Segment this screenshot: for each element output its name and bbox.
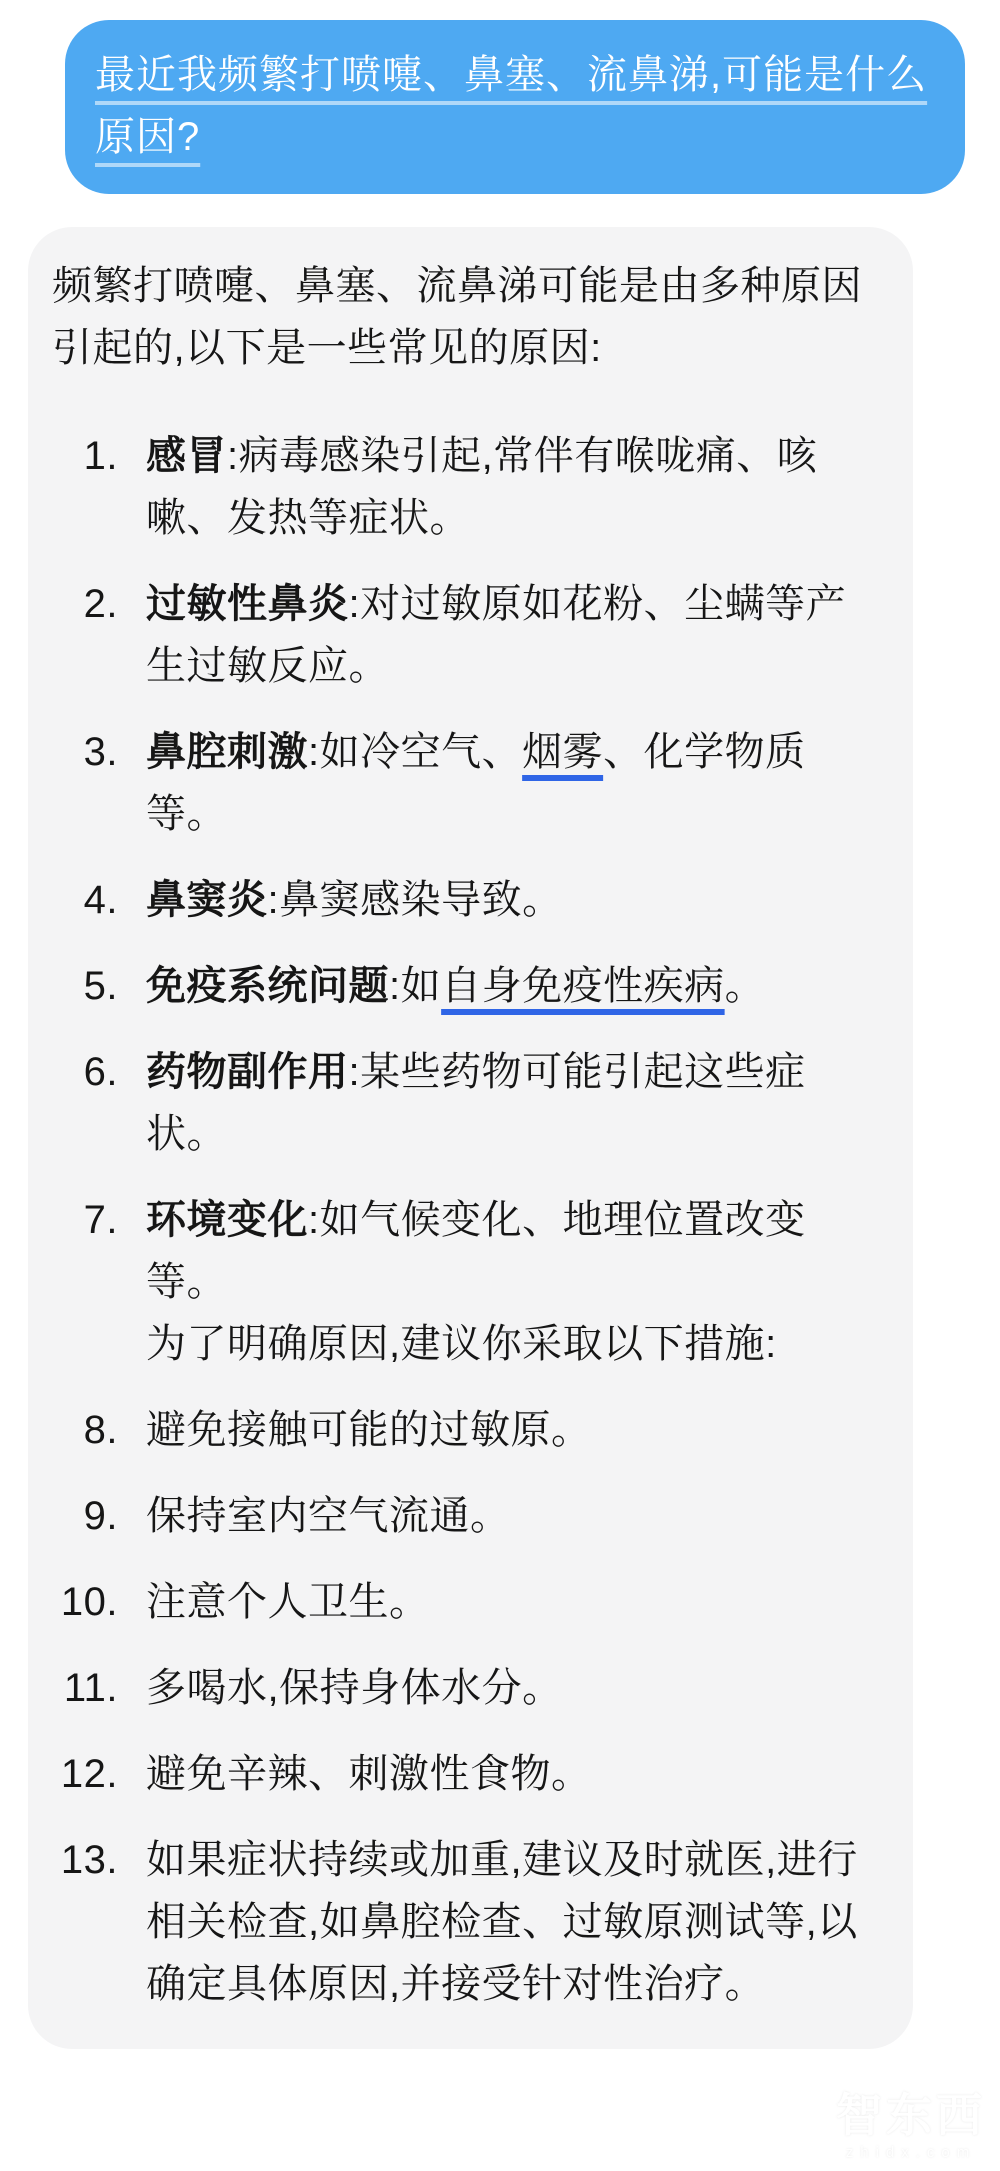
list-item-segment: 注意个人卫生。 xyxy=(146,1580,430,1624)
list-item xyxy=(52,1743,873,1805)
assistant-intro-text: 频繁打喷嚏、鼻塞、流鼻涕可能是由多种原因引起的,以下是一些常见的原因: xyxy=(52,264,862,370)
list-item-number: 2. xyxy=(83,582,118,626)
list-item-colon: : xyxy=(308,1198,320,1242)
list-item-number: 7. xyxy=(83,1198,118,1242)
user-message-row xyxy=(0,20,1000,194)
assistant-message-row xyxy=(0,227,1000,2049)
list-item xyxy=(52,1485,873,1547)
inline-link[interactable]: 自身免疫性疾病 xyxy=(441,964,725,1008)
list-item-segment: 保持室内空气流通。 xyxy=(146,1494,511,1538)
list-item xyxy=(52,1571,873,1633)
list-item-number: 3. xyxy=(83,730,118,774)
list-item-text xyxy=(146,869,873,931)
list-item-text xyxy=(146,721,873,845)
list-item xyxy=(52,721,873,845)
list-item-number: 8. xyxy=(83,1408,118,1452)
list-item-number: 5. xyxy=(83,964,118,1008)
list-item-segment: 、化学物质等。 xyxy=(146,730,806,836)
list-item-text xyxy=(146,1189,873,1375)
list-item-segment: 如冷空气、 xyxy=(319,730,523,774)
list-item-number: 13. xyxy=(60,1838,118,1882)
list-item-text xyxy=(146,425,873,549)
list-item-term: 鼻窦炎 xyxy=(146,878,268,922)
list-item-term: 环境变化 xyxy=(146,1198,308,1242)
list-item-segment: 对过敏原如花粉、尘螨等产生过敏反应。 xyxy=(146,582,847,688)
watermark-logo-text: 智东西 xyxy=(836,2089,986,2142)
user-message-text: 最近我频繁打喷嚏、鼻塞、流鼻涕,可能是什么原因? xyxy=(95,53,928,159)
list-item xyxy=(52,1399,873,1461)
list-item-text xyxy=(146,955,873,1017)
list-item-text xyxy=(146,1399,873,1461)
list-item-text xyxy=(146,1571,873,1633)
list-item-text xyxy=(146,1657,873,1719)
assistant-message-bubble xyxy=(28,227,913,2049)
user-message-bubble[interactable] xyxy=(65,20,965,194)
list-item-segment: 如气候变化、地理位置改变等。 xyxy=(146,1198,806,1304)
list-item xyxy=(52,869,873,931)
list-item-text xyxy=(146,1485,873,1547)
list-item-segment: 某些药物可能引起这些症状。 xyxy=(146,1050,806,1156)
list-item-text xyxy=(146,1829,873,2015)
list-item-number: 1. xyxy=(83,434,118,478)
list-item-number: 10. xyxy=(60,1580,118,1624)
list-item-term: 感冒 xyxy=(146,434,227,478)
list-item-segment: 如果症状持续或加重,建议及时就医,进行相关检查,如鼻腔检查、过敏原测试等,以确定具体原因,并接受针对性治疗。 xyxy=(146,1838,858,2006)
list-item-colon: : xyxy=(348,582,361,626)
list-item-segment: 。 xyxy=(724,964,766,1008)
list-item-term: 鼻腔刺激 xyxy=(146,730,308,774)
list-item xyxy=(52,1657,873,1719)
list-item-colon: : xyxy=(308,730,320,774)
list-item xyxy=(52,1829,873,2015)
list-item-segment: 病毒感染引起,常伴有喉咙痛、咳嗽、发热等症状。 xyxy=(146,434,818,540)
list-item-colon: : xyxy=(389,964,401,1008)
list-item-text xyxy=(146,1743,873,1805)
list-item-segment: 避免辛辣、刺激性食物。 xyxy=(146,1752,592,1796)
list-item-number: 4. xyxy=(83,878,118,922)
list-item xyxy=(52,1041,873,1165)
list-item-segment: 多喝水,保持身体水分。 xyxy=(146,1666,563,1710)
list-item-segment: 鼻窦感染导致。 xyxy=(279,878,563,922)
assistant-numbered-list xyxy=(52,425,873,2015)
list-item-colon: : xyxy=(267,878,280,922)
list-item-text xyxy=(146,573,873,697)
list-item-note: 为了明确原因,建议你采取以下措施: xyxy=(146,1322,777,1366)
list-item xyxy=(52,425,873,549)
watermark-domain-text: zhidx.com xyxy=(845,2144,977,2161)
inline-link[interactable]: 烟雾 xyxy=(522,730,604,774)
list-item-number: 12. xyxy=(60,1752,118,1796)
list-item-number: 6. xyxy=(83,1050,118,1094)
list-item-segment: 避免接触可能的过敏原。 xyxy=(146,1408,592,1452)
list-item-term: 药物副作用 xyxy=(146,1050,349,1094)
list-item-segment: 如 xyxy=(400,964,442,1008)
list-item-colon: : xyxy=(227,434,239,478)
list-item-text xyxy=(146,1041,873,1165)
list-item xyxy=(52,955,873,1017)
list-item-colon: : xyxy=(348,1050,361,1094)
list-item-term: 过敏性鼻炎 xyxy=(146,582,349,626)
list-item-number: 11. xyxy=(63,1666,118,1710)
list-item-number: 9. xyxy=(83,1494,118,1538)
watermark xyxy=(836,2090,986,2161)
list-item xyxy=(52,1189,873,1375)
list-item xyxy=(52,573,873,697)
list-item-term: 免疫系统问题 xyxy=(146,964,389,1008)
